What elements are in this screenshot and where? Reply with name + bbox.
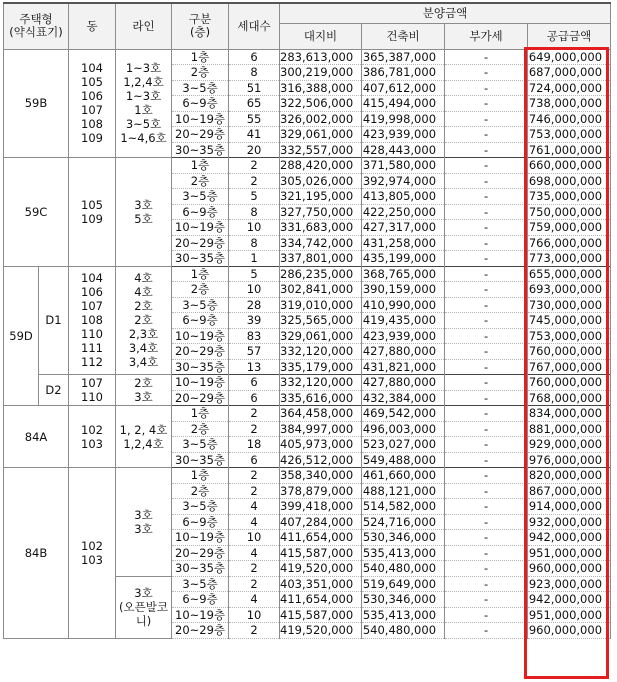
table-row (4, 468, 611, 484)
vat-cell: - (445, 561, 528, 577)
supply-price-cell: 942,000,000 (528, 592, 611, 608)
building-price-cell: 428,443,000 (362, 142, 445, 158)
supply-price-cell: 761,000,000 (528, 142, 611, 158)
building-price-cell: 524,716,000 (362, 514, 445, 530)
table-row (4, 266, 611, 282)
floor-cell: 1층 (172, 49, 229, 65)
vat-cell: - (445, 189, 528, 205)
floor-cell: 30~35층 (172, 452, 229, 468)
vat-cell: - (445, 251, 528, 267)
vat-cell: - (445, 607, 528, 623)
supply-price-cell: 942,000,000 (528, 530, 611, 546)
supply-price-cell: 951,000,000 (528, 607, 611, 623)
households-cell: 83 (229, 328, 280, 344)
building-price-cell: 540,480,000 (362, 623, 445, 639)
supply-price-cell: 738,000,000 (528, 96, 611, 112)
land-price-cell: 329,061,000 (280, 328, 362, 344)
building-price-cell: 519,649,000 (362, 576, 445, 592)
line-cell: 3호 5호 (116, 158, 172, 267)
households-cell: 1 (229, 251, 280, 267)
supply-price-cell: 766,000,000 (528, 235, 611, 251)
building-price-cell: 535,413,000 (362, 545, 445, 561)
subtype-cell: D1 (39, 266, 69, 375)
supply-price-cell: 867,000,000 (528, 483, 611, 499)
floor-cell: 20~29층 (172, 235, 229, 251)
line-cell: 2호 3호 (116, 375, 172, 406)
supply-price-cell: 746,000,000 (528, 111, 611, 127)
vat-cell: - (445, 204, 528, 220)
vat-cell: - (445, 623, 528, 639)
supply-price-cell: 767,000,000 (528, 359, 611, 375)
households-cell: 13 (229, 359, 280, 375)
building-price-cell: 514,582,000 (362, 499, 445, 515)
households-cell: 5 (229, 189, 280, 205)
vat-cell: - (445, 282, 528, 298)
supply-price-cell: 768,000,000 (528, 390, 611, 406)
floor-cell: 6~9층 (172, 514, 229, 530)
dong-cell: 107 110 (69, 375, 116, 406)
vat-cell: - (445, 111, 528, 127)
households-cell: 6 (229, 452, 280, 468)
land-price-cell: 305,026,000 (280, 173, 362, 189)
building-price-cell: 427,880,000 (362, 375, 445, 391)
households-cell: 2 (229, 173, 280, 189)
vat-cell: - (445, 483, 528, 499)
households-cell: 2 (229, 468, 280, 484)
vat-cell: - (445, 437, 528, 453)
table-body (4, 49, 611, 638)
vat-cell: - (445, 592, 528, 608)
supply-price-cell: 724,000,000 (528, 80, 611, 96)
building-price-cell: 530,346,000 (362, 592, 445, 608)
land-price-cell: 332,120,000 (280, 344, 362, 360)
subtype-cell: D2 (39, 375, 69, 406)
vat-cell: - (445, 142, 528, 158)
land-price-cell: 403,351,000 (280, 576, 362, 592)
supply-price-cell: 660,000,000 (528, 158, 611, 174)
land-price-cell: 364,458,000 (280, 406, 362, 422)
table-row (4, 158, 611, 174)
households-cell: 8 (229, 235, 280, 251)
floor-cell: 10~19층 (172, 328, 229, 344)
households-cell: 5 (229, 266, 280, 282)
supply-price-cell: 759,000,000 (528, 220, 611, 236)
floor-cell: 1층 (172, 158, 229, 174)
supply-price-cell: 655,000,000 (528, 266, 611, 282)
type-cell: 84B (4, 468, 69, 639)
header-supply: 공급금액 (528, 23, 611, 49)
supply-price-cell: 914,000,000 (528, 499, 611, 515)
supply-price-cell: 929,000,000 (528, 437, 611, 453)
households-cell: 2 (229, 406, 280, 422)
land-price-cell: 426,512,000 (280, 452, 362, 468)
floor-cell: 30~35층 (172, 251, 229, 267)
households-cell: 2 (229, 421, 280, 437)
floor-cell: 20~29층 (172, 127, 229, 143)
households-cell: 4 (229, 499, 280, 515)
floor-cell: 2층 (172, 65, 229, 81)
land-price-cell: 334,742,000 (280, 235, 362, 251)
supply-price-cell: 960,000,000 (528, 561, 611, 577)
floor-cell: 2층 (172, 483, 229, 499)
building-price-cell: 413,805,000 (362, 189, 445, 205)
type-cell: 59D (4, 266, 39, 406)
vat-cell: - (445, 390, 528, 406)
households-cell: 18 (229, 437, 280, 453)
vat-cell: - (445, 328, 528, 344)
header-dong: 동 (69, 3, 116, 49)
land-price-cell: 321,195,000 (280, 189, 362, 205)
households-cell: 65 (229, 96, 280, 112)
households-cell: 6 (229, 49, 280, 65)
floor-cell: 6~9층 (172, 592, 229, 608)
land-price-cell: 322,506,000 (280, 96, 362, 112)
vat-cell: - (445, 158, 528, 174)
land-price-cell: 337,801,000 (280, 251, 362, 267)
supply-price-cell: 698,000,000 (528, 173, 611, 189)
households-cell: 2 (229, 576, 280, 592)
building-price-cell: 423,939,000 (362, 127, 445, 143)
vat-cell: - (445, 96, 528, 112)
land-price-cell: 405,973,000 (280, 437, 362, 453)
supply-price-cell: 881,000,000 (528, 421, 611, 437)
building-price-cell: 427,880,000 (362, 344, 445, 360)
building-price-cell: 386,781,000 (362, 65, 445, 81)
land-price-cell: 407,284,000 (280, 514, 362, 530)
land-price-cell: 399,418,000 (280, 499, 362, 515)
type-cell: 59B (4, 49, 69, 158)
households-cell: 57 (229, 344, 280, 360)
households-cell: 20 (229, 142, 280, 158)
households-cell: 4 (229, 514, 280, 530)
building-price-cell: 419,998,000 (362, 111, 445, 127)
building-price-cell: 535,413,000 (362, 607, 445, 623)
building-price-cell: 431,258,000 (362, 235, 445, 251)
land-price-cell: 332,120,000 (280, 375, 362, 391)
supply-price-cell: 951,000,000 (528, 545, 611, 561)
building-price-cell: 407,612,000 (362, 80, 445, 96)
dong-cell: 105 109 (69, 158, 116, 267)
line-cell: 3호 (오픈발코 니) (116, 576, 172, 638)
land-price-cell: 358,340,000 (280, 468, 362, 484)
households-cell: 39 (229, 313, 280, 329)
building-price-cell: 488,121,000 (362, 483, 445, 499)
land-price-cell: 319,010,000 (280, 297, 362, 313)
building-price-cell: 432,384,000 (362, 390, 445, 406)
vat-cell: - (445, 65, 528, 81)
land-price-cell: 331,683,000 (280, 220, 362, 236)
header-building: 건축비 (362, 23, 445, 49)
supply-price-cell: 960,000,000 (528, 623, 611, 639)
households-cell: 51 (229, 80, 280, 96)
type-cell: 84A (4, 406, 69, 468)
supply-price-cell: 760,000,000 (528, 344, 611, 360)
building-price-cell: 523,027,000 (362, 437, 445, 453)
land-price-cell: 327,750,000 (280, 204, 362, 220)
floor-cell: 2층 (172, 282, 229, 298)
supply-price-cell: 687,000,000 (528, 65, 611, 81)
land-price-cell: 326,002,000 (280, 111, 362, 127)
building-price-cell: 469,542,000 (362, 406, 445, 422)
building-price-cell: 540,480,000 (362, 561, 445, 577)
header-vat: 부가세 (445, 23, 528, 49)
floor-cell: 1층 (172, 266, 229, 282)
line-cell: 1~3호 1,2,4호 1~3호 1호 3~5호 1~4,6호 (116, 49, 172, 158)
vat-cell: - (445, 468, 528, 484)
land-price-cell: 316,388,000 (280, 80, 362, 96)
table-row (4, 375, 611, 391)
floor-cell: 10~19층 (172, 220, 229, 236)
land-price-cell: 335,179,000 (280, 359, 362, 375)
header-division: 구분 (층) (172, 3, 229, 49)
supply-price-cell: 820,000,000 (528, 468, 611, 484)
building-price-cell: 461,660,000 (362, 468, 445, 484)
land-price-cell: 411,654,000 (280, 530, 362, 546)
vat-cell: - (445, 80, 528, 96)
supply-price-cell: 976,000,000 (528, 452, 611, 468)
supply-price-cell: 730,000,000 (528, 297, 611, 313)
building-price-cell: 431,821,000 (362, 359, 445, 375)
floor-cell: 3~5층 (172, 437, 229, 453)
households-cell: 6 (229, 375, 280, 391)
vat-cell: - (445, 576, 528, 592)
line-cell: 3호 3호 (116, 468, 172, 577)
land-price-cell: 329,061,000 (280, 127, 362, 143)
households-cell: 8 (229, 204, 280, 220)
header-type: 주택형 (약식표기) (4, 3, 69, 49)
building-price-cell: 422,250,000 (362, 204, 445, 220)
building-price-cell: 392,974,000 (362, 173, 445, 189)
households-cell: 2 (229, 483, 280, 499)
building-price-cell: 419,435,000 (362, 313, 445, 329)
vat-cell: - (445, 49, 528, 65)
land-price-cell: 384,997,000 (280, 421, 362, 437)
building-price-cell: 368,765,000 (362, 266, 445, 282)
floor-cell: 10~19층 (172, 111, 229, 127)
land-price-cell: 286,235,000 (280, 266, 362, 282)
supply-price-cell: 693,000,000 (528, 282, 611, 298)
households-cell: 2 (229, 561, 280, 577)
households-cell: 41 (229, 127, 280, 143)
line-cell: 4호 4호 2호 2호 2,3호 3,4호 3,4호 (116, 266, 172, 375)
building-price-cell: 549,488,000 (362, 452, 445, 468)
floor-cell: 2층 (172, 421, 229, 437)
building-price-cell: 496,003,000 (362, 421, 445, 437)
vat-cell: - (445, 545, 528, 561)
floor-cell: 6~9층 (172, 204, 229, 220)
land-price-cell: 415,587,000 (280, 545, 362, 561)
households-cell: 8 (229, 65, 280, 81)
floor-cell: 20~29층 (172, 344, 229, 360)
floor-cell: 30~35층 (172, 142, 229, 158)
building-price-cell: 365,387,000 (362, 49, 445, 65)
building-price-cell: 423,939,000 (362, 328, 445, 344)
households-cell: 10 (229, 530, 280, 546)
land-price-cell: 411,654,000 (280, 592, 362, 608)
land-price-cell: 419,520,000 (280, 623, 362, 639)
vat-cell: - (445, 375, 528, 391)
floor-cell: 10~19층 (172, 607, 229, 623)
building-price-cell: 410,990,000 (362, 297, 445, 313)
vat-cell: - (445, 359, 528, 375)
table-row (4, 406, 611, 422)
vat-cell: - (445, 421, 528, 437)
header-households: 세대수 (229, 3, 280, 49)
floor-cell: 1층 (172, 406, 229, 422)
supply-price-cell: 649,000,000 (528, 49, 611, 65)
vat-cell: - (445, 530, 528, 546)
floor-cell: 20~29층 (172, 623, 229, 639)
land-price-cell: 300,219,000 (280, 65, 362, 81)
households-cell: 28 (229, 297, 280, 313)
vat-cell: - (445, 266, 528, 282)
floor-cell: 30~35층 (172, 359, 229, 375)
building-price-cell: 530,346,000 (362, 530, 445, 546)
land-price-cell: 335,616,000 (280, 390, 362, 406)
building-price-cell: 371,580,000 (362, 158, 445, 174)
line-cell: 1, 2, 4호 1,2,4호 (116, 406, 172, 468)
supply-price-cell: 923,000,000 (528, 576, 611, 592)
dong-cell: 102 103 (69, 468, 116, 639)
vat-cell: - (445, 235, 528, 251)
floor-cell: 3~5층 (172, 576, 229, 592)
vat-cell: - (445, 499, 528, 515)
floor-cell: 6~9층 (172, 313, 229, 329)
floor-cell: 20~29층 (172, 545, 229, 561)
vat-cell: - (445, 344, 528, 360)
households-cell: 2 (229, 158, 280, 174)
land-price-cell: 302,841,000 (280, 282, 362, 298)
vat-cell: - (445, 297, 528, 313)
vat-cell: - (445, 313, 528, 329)
header-line: 라인 (116, 3, 172, 49)
header-land: 대지비 (280, 23, 362, 49)
price-table (3, 2, 611, 639)
header-price-group: 분양금액 (280, 3, 611, 23)
vat-cell: - (445, 452, 528, 468)
vat-cell: - (445, 514, 528, 530)
vat-cell: - (445, 406, 528, 422)
vat-cell: - (445, 220, 528, 236)
floor-cell: 1층 (172, 468, 229, 484)
households-cell: 6 (229, 390, 280, 406)
building-price-cell: 427,317,000 (362, 220, 445, 236)
households-cell: 10 (229, 282, 280, 298)
land-price-cell: 419,520,000 (280, 561, 362, 577)
supply-price-cell: 773,000,000 (528, 251, 611, 267)
land-price-cell: 325,565,000 (280, 313, 362, 329)
land-price-cell: 288,420,000 (280, 158, 362, 174)
supply-price-cell: 760,000,000 (528, 375, 611, 391)
dong-cell: 104 106 107 108 110 111 112 (69, 266, 116, 375)
households-cell: 10 (229, 607, 280, 623)
floor-cell: 3~5층 (172, 297, 229, 313)
floor-cell: 10~19층 (172, 375, 229, 391)
floor-cell: 30~35층 (172, 561, 229, 577)
floor-cell: 2층 (172, 173, 229, 189)
floor-cell: 6~9층 (172, 96, 229, 112)
table-row (4, 49, 611, 65)
floor-cell: 3~5층 (172, 80, 229, 96)
building-price-cell: 415,494,000 (362, 96, 445, 112)
households-cell: 4 (229, 592, 280, 608)
vat-cell: - (445, 127, 528, 143)
floor-cell: 10~19층 (172, 530, 229, 546)
supply-price-cell: 753,000,000 (528, 328, 611, 344)
dong-cell: 104 105 106 107 108 109 (69, 49, 116, 158)
households-cell: 55 (229, 111, 280, 127)
supply-price-cell: 750,000,000 (528, 204, 611, 220)
vat-cell: - (445, 173, 528, 189)
land-price-cell: 415,587,000 (280, 607, 362, 623)
households-cell: 2 (229, 623, 280, 639)
supply-price-cell: 745,000,000 (528, 313, 611, 329)
building-price-cell: 435,199,000 (362, 251, 445, 267)
supply-price-cell: 932,000,000 (528, 514, 611, 530)
supply-price-cell: 753,000,000 (528, 127, 611, 143)
households-cell: 4 (229, 545, 280, 561)
floor-cell: 20~29층 (172, 390, 229, 406)
type-cell: 59C (4, 158, 69, 267)
floor-cell: 3~5층 (172, 499, 229, 515)
building-price-cell: 390,159,000 (362, 282, 445, 298)
dong-cell: 102 103 (69, 406, 116, 468)
land-price-cell: 332,557,000 (280, 142, 362, 158)
land-price-cell: 378,879,000 (280, 483, 362, 499)
supply-price-cell: 834,000,000 (528, 406, 611, 422)
floor-cell: 3~5층 (172, 189, 229, 205)
supply-price-cell: 735,000,000 (528, 189, 611, 205)
land-price-cell: 283,613,000 (280, 49, 362, 65)
households-cell: 10 (229, 220, 280, 236)
